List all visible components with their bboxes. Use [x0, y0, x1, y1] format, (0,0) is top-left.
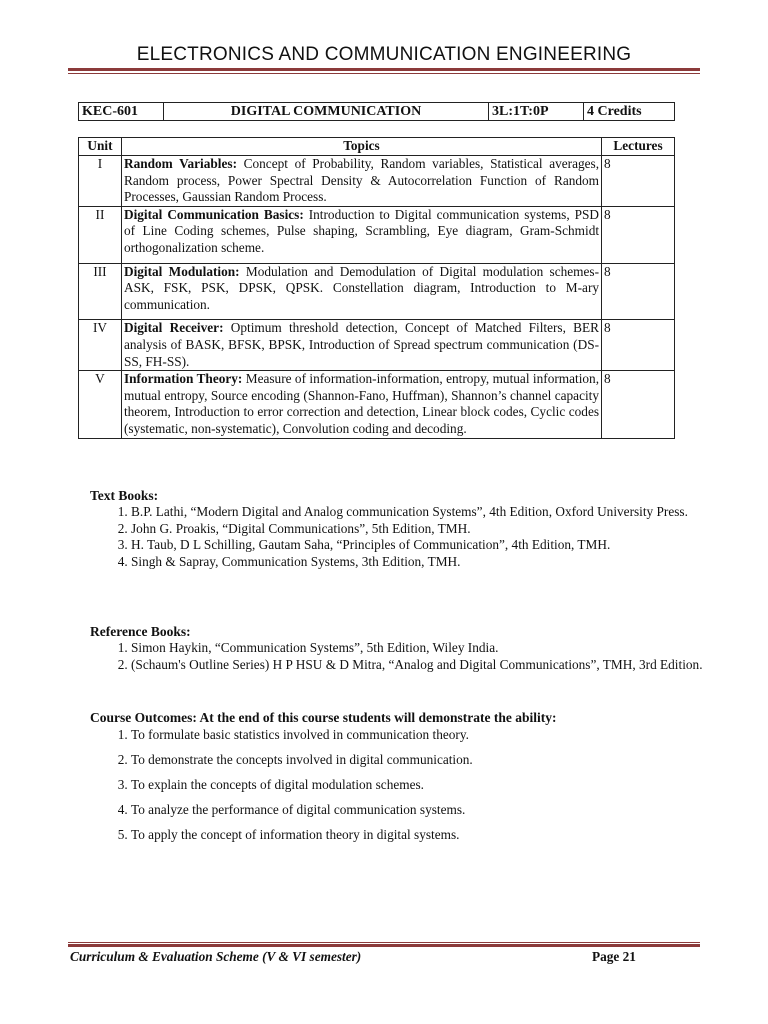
- course-outcomes-heading: Course Outcomes: At the end of this course students will demonstrate the ability:: [90, 710, 557, 725]
- list-item: 2. (Schaum's Outline Series) H P HSU & D Mitra, “Analog and Digital Communications”, TMH, 3rd Edition.: [131, 657, 709, 674]
- unit-topics: [121, 320, 601, 371]
- list-item: 1. Simon Haykin, “Communication Systems”, 5th Edition, Wiley India.: [131, 640, 709, 657]
- unit-number: IV: [79, 320, 122, 371]
- col-header-lectures: Lectures: [602, 138, 675, 156]
- course-outcomes-list: [108, 727, 709, 852]
- list-item: 1. To formulate basic statistics involved in communication theory.: [131, 727, 709, 744]
- table-row: [79, 156, 675, 207]
- unit-lectures: 8: [602, 320, 675, 371]
- footer-rule-thick: [68, 944, 700, 947]
- page-number: Page 21: [592, 949, 636, 964]
- unit-lectures: 8: [602, 371, 675, 438]
- unit-number: II: [79, 206, 122, 263]
- list-item: 3. To explain the concepts of digital modulation schemes.: [131, 777, 709, 794]
- unit-description: Concept of Probability, Random variables, Statistical averages, Random process, Power Spectral Density & Autocorrelation Function of Random Processes, Gaussian Random Process.: [123, 156, 600, 205]
- unit-description: Introduction to Digital communication systems, PSD of Line Coding schemes, Pulse shaping, Scrambling, Eye diagram, Gram-Schmidt orthogonalization scheme.: [123, 206, 600, 255]
- unit-lectures: 8: [602, 156, 675, 207]
- table-row: [79, 263, 675, 320]
- unit-topics: [121, 156, 601, 207]
- footer-document-title: Curriculum & Evaluation Scheme (V & VI semester): [70, 949, 362, 964]
- unit-lectures: 8: [602, 263, 675, 320]
- unit-number: I: [79, 156, 122, 207]
- list-item: 2. John G. Proakis, “Digital Communications”, 5th Edition, TMH.: [131, 521, 709, 538]
- col-header-topics: Topics: [121, 138, 601, 156]
- list-item: 2. To demonstrate the concepts involved in digital communication.: [131, 752, 709, 769]
- table-row: [79, 371, 675, 438]
- page-title: ELECTRONICS AND COMMUNICATION ENGINEERING: [136, 44, 632, 65]
- course-code-table: [78, 102, 675, 121]
- course-credits: 4 Credits: [584, 103, 675, 121]
- text-books-heading: Text Books:: [90, 488, 159, 503]
- header-rule-thin: [68, 73, 700, 74]
- list-item: 4. Singh & Sapray, Communication Systems, 3th Edition, TMH.: [131, 554, 709, 571]
- syllabus-table: [78, 137, 675, 439]
- text-books-list: [108, 504, 709, 571]
- unit-title: Digital Modulation:: [123, 263, 240, 279]
- header-rule-thick: [68, 68, 700, 71]
- unit-number: V: [79, 371, 122, 438]
- course-code: KEC-601: [79, 103, 164, 121]
- unit-lectures: 8: [602, 206, 675, 263]
- table-row: [79, 320, 675, 371]
- unit-title: Digital Communication Basics:: [123, 206, 304, 222]
- unit-number: III: [79, 263, 122, 320]
- unit-title: Information Theory:: [123, 371, 243, 387]
- reference-books-heading: Reference Books:: [90, 624, 191, 639]
- reference-books-list: [108, 640, 709, 673]
- col-header-unit: Unit: [79, 138, 122, 156]
- list-item: 5. To apply the concept of information theory in digital systems.: [131, 827, 709, 844]
- list-item: 4. To analyze the performance of digital communication systems.: [131, 802, 709, 819]
- unit-topics: [121, 371, 601, 438]
- course-name: DIGITAL COMMUNICATION: [164, 103, 489, 121]
- unit-title: Random Variables:: [123, 156, 237, 171]
- unit-topics: [121, 263, 601, 320]
- footer-rule-thin: [68, 942, 700, 943]
- list-item: 3. H. Taub, D L Schilling, Gautam Saha, “Principles of Communication”, 4th Edition, TMH.: [131, 537, 709, 554]
- course-ltp: 3L:1T:0P: [489, 103, 584, 121]
- unit-description: Measure of information-information, entropy, mutual information, mutual entropy, Source encoding (Shannon-Fano, Huffman), Shannon’s channel capacity theorem, Introduction to error correction and detection, Linear block codes, Cyclic codes (systematic, non-systematic), Convolution coding and decoding.: [123, 371, 600, 436]
- list-item: 1. B.P. Lathi, “Modern Digital and Analog communication Systems”, 4th Edition, Oxford University Press.: [131, 504, 709, 521]
- unit-description: Modulation and Demodulation of Digital modulation schemes-ASK, FSK, PSK, DPSK, QPSK. Constellation diagram, Introduction to M-ary communication.: [123, 263, 600, 312]
- unit-description: Optimum threshold detection, Concept of Matched Filters, BER analysis of BASK, BFSK, BPSK, Introduction of Spread spectrum communication (DS-SS, FH-SS).: [123, 320, 600, 369]
- table-row: [79, 206, 675, 263]
- unit-title: Digital Receiver:: [123, 320, 224, 336]
- unit-topics: [121, 206, 601, 263]
